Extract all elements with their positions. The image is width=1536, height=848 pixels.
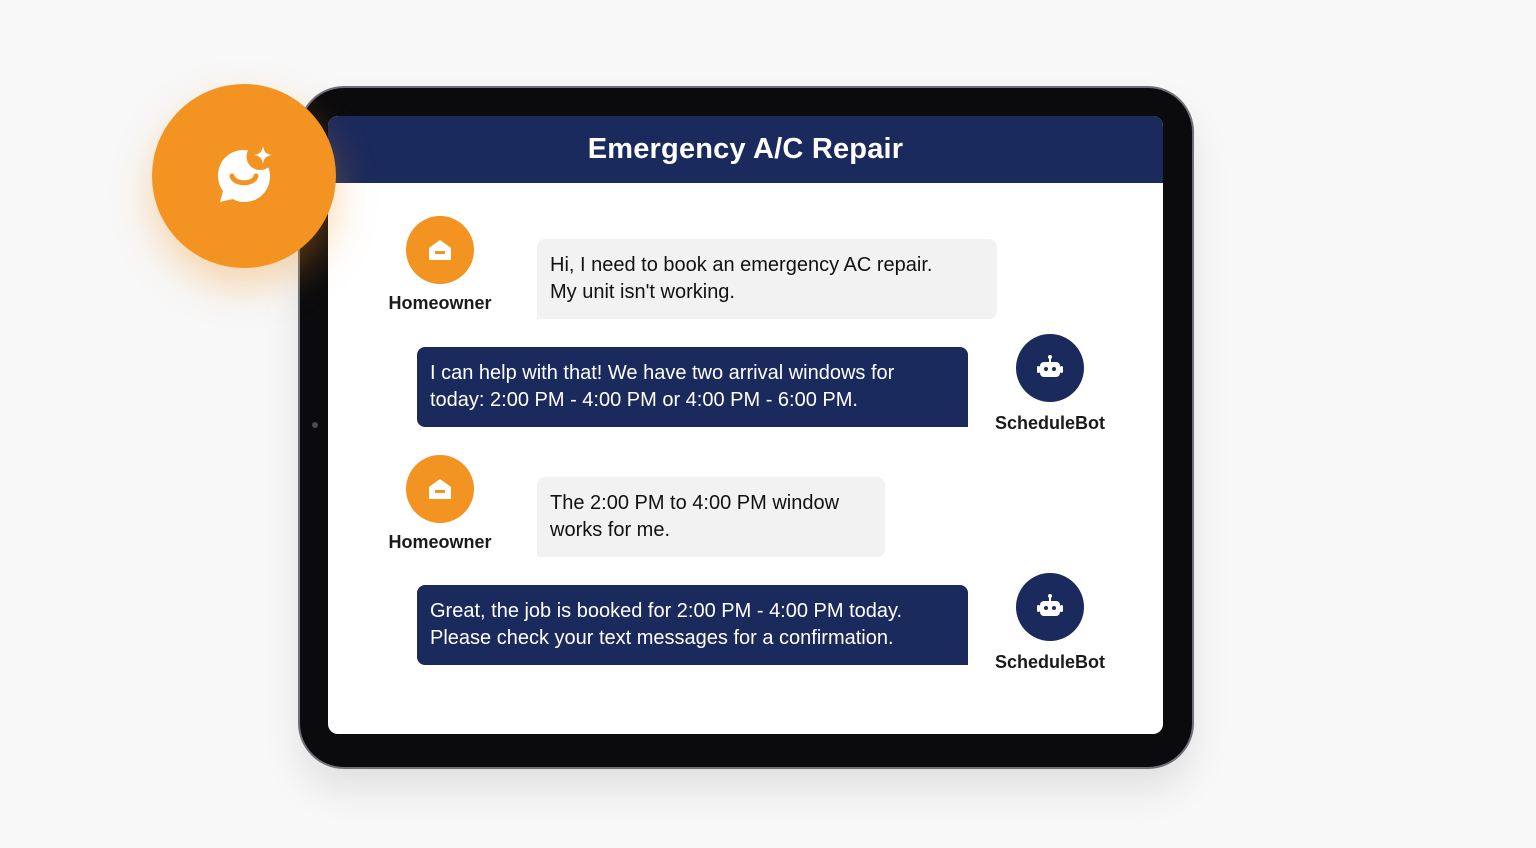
sender-label: ScheduleBot bbox=[994, 652, 1105, 672]
message-bubble bbox=[537, 477, 885, 557]
message-line: I can help with that! We have two arrival windows for bbox=[430, 362, 895, 384]
message-bubble bbox=[417, 347, 968, 427]
message-line: today: 2:00 PM - 4:00 PM or 4:00 PM - 6:00 PM. bbox=[430, 389, 858, 411]
sender-label: ScheduleBot bbox=[994, 413, 1105, 433]
tablet-device bbox=[300, 88, 1192, 767]
home-icon bbox=[426, 475, 454, 503]
message-line: Please check your text messages for a confirmation. bbox=[430, 627, 894, 649]
chat-header bbox=[328, 116, 1163, 183]
chat-assistant-badge[interactable] bbox=[152, 84, 336, 268]
message-bubble bbox=[417, 585, 968, 665]
chat-sparkle-icon bbox=[208, 140, 280, 212]
message-line: Hi, I need to book an emergency AC repair. bbox=[550, 254, 933, 276]
message-line: Great, the job is booked for 2:00 PM - 4:00 PM today. bbox=[430, 600, 903, 622]
message-line: My unit isn't working. bbox=[550, 281, 735, 303]
sender-label: Homeowner bbox=[388, 293, 492, 313]
home-icon bbox=[426, 236, 454, 264]
chat-screen bbox=[328, 116, 1163, 734]
camera-dot bbox=[312, 422, 318, 428]
homeowner-avatar bbox=[406, 216, 474, 284]
homeowner-avatar bbox=[406, 455, 474, 523]
robot-icon bbox=[1035, 592, 1065, 622]
message-line: works for me. bbox=[550, 519, 671, 541]
bot-avatar bbox=[1016, 573, 1084, 641]
message-bubble bbox=[537, 239, 997, 319]
robot-icon bbox=[1035, 353, 1065, 383]
page-title: Emergency A/C Repair bbox=[587, 133, 904, 165]
message-line: The 2:00 PM to 4:00 PM window bbox=[550, 492, 840, 514]
bot-avatar bbox=[1016, 334, 1084, 402]
sender-label: Homeowner bbox=[388, 532, 492, 552]
